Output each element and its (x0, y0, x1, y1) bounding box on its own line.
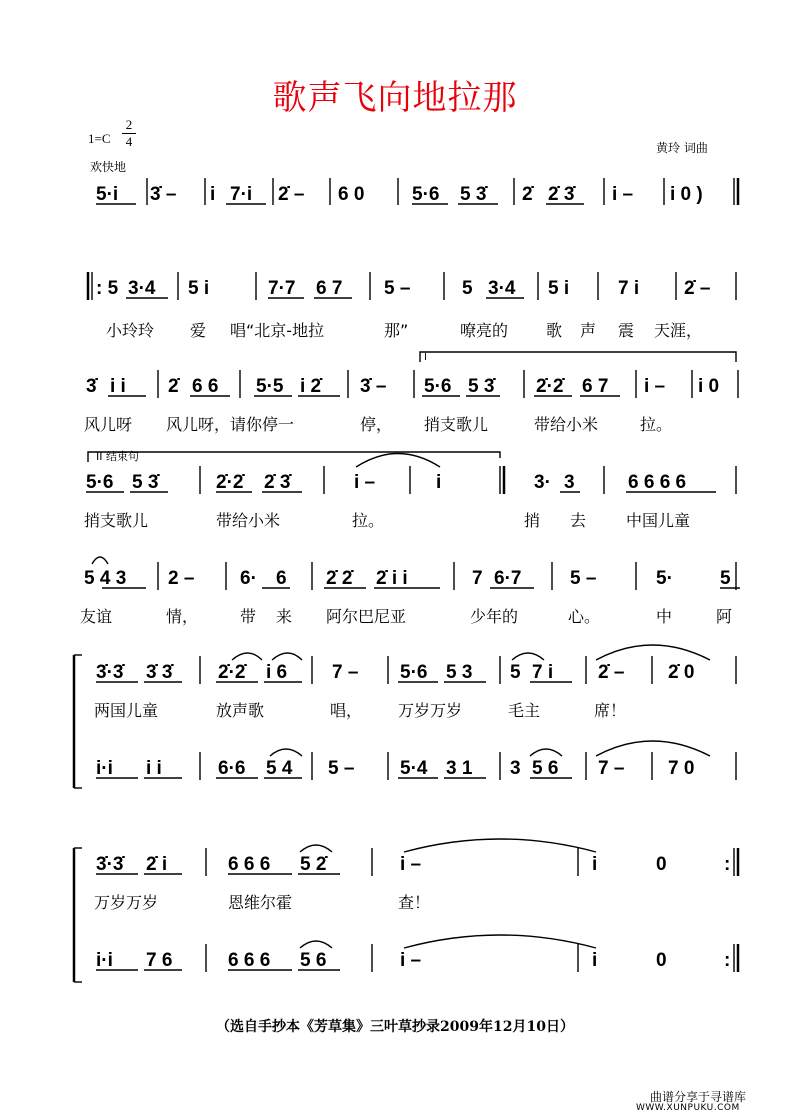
svg-text:5 i: 5 i (548, 278, 570, 299)
svg-text:2̇ –: 2̇ – (598, 662, 625, 683)
svg-text:5 3̇: 5 3̇ (460, 184, 487, 205)
svg-text:7: 7 (472, 568, 483, 589)
svg-text:7 –: 7 – (332, 662, 359, 683)
svg-text:6·7: 6·7 (494, 568, 522, 589)
svg-text:5 –: 5 – (570, 568, 597, 589)
svg-text:5·6: 5·6 (424, 376, 452, 397)
lyric: 友谊 (80, 607, 113, 626)
svg-text:i –: i – (644, 376, 666, 397)
svg-text::: : (724, 854, 731, 875)
svg-text:5 3̇: 5 3̇ (468, 376, 495, 397)
volta-1-label: I (424, 352, 427, 363)
lyric: 拉。 (640, 415, 673, 434)
svg-text:3̇: 3̇ (86, 376, 97, 397)
svg-text:5·5: 5·5 (256, 376, 284, 397)
svg-text:5·4: 5·4 (400, 758, 428, 779)
svg-text:6: 6 (276, 568, 287, 589)
svg-text:2̇·2̇: 2̇·2̇ (216, 472, 244, 493)
svg-text:3·4: 3·4 (488, 278, 516, 299)
lyric: 来 (276, 607, 293, 626)
svg-text:5 6: 5 6 (532, 758, 559, 779)
svg-text:: 5: : 5 (96, 278, 119, 299)
lyric: 爱 (190, 321, 207, 340)
svg-text:7 0: 7 0 (668, 758, 695, 779)
svg-text:2̇ 3̇: 2̇ 3̇ (548, 184, 575, 205)
svg-text:7·7: 7·7 (268, 278, 296, 299)
tempo-marking: 欢快地 (90, 160, 127, 174)
svg-text:3̇ 3̇: 3̇ 3̇ (146, 662, 173, 683)
svg-text:i 0 ): i 0 ) (670, 184, 703, 205)
lyric: 阿尔巴尼亚 (326, 607, 407, 626)
svg-text:7 6: 7 6 (146, 950, 173, 971)
lyric: 捎支歌儿 (424, 415, 489, 434)
svg-text:2̇·2̇: 2̇·2̇ (218, 662, 246, 683)
lyric: 带 (240, 607, 257, 626)
svg-text:5·i: 5·i (96, 184, 119, 205)
lyric: 少年的 (470, 607, 519, 626)
svg-text:5 6: 5 6 (300, 950, 327, 971)
svg-text:2̇ –: 2̇ – (278, 184, 305, 205)
svg-text:5·6: 5·6 (86, 472, 114, 493)
svg-text:i –: i – (400, 854, 422, 875)
lyric: 唱， (330, 701, 363, 720)
page-title: 歌声飞向地拉那 (272, 78, 518, 118)
svg-text:6·: 6· (240, 568, 257, 589)
lyric: 停， (360, 415, 393, 434)
lyric: 唱“北京-地拉 (230, 321, 325, 340)
svg-text:3̇ –: 3̇ – (150, 184, 177, 205)
svg-text:i –: i – (400, 950, 422, 971)
svg-text:5 3: 5 3 (446, 662, 473, 683)
svg-text:5 –: 5 – (328, 758, 355, 779)
svg-text:5: 5 (720, 568, 731, 589)
svg-text:7 i: 7 i (532, 662, 554, 683)
svg-text:5 –: 5 – (384, 278, 411, 299)
svg-text:2̇ 2̇: 2̇ 2̇ (326, 568, 353, 589)
svg-text:i: i (436, 472, 442, 493)
lyric: 带给小米 (216, 511, 281, 530)
lyric: 声 (580, 321, 597, 340)
svg-text:3: 3 (564, 472, 575, 493)
lyric: 毛主 (508, 701, 541, 720)
lyric: 两国儿童 (94, 701, 159, 720)
lyric: 拉。 (352, 511, 385, 530)
svg-text:2̇: 2̇ (168, 376, 179, 397)
svg-text:i 2̇: i 2̇ (300, 376, 322, 397)
svg-text:3̇·3̇: 3̇·3̇ (96, 662, 124, 683)
svg-text:i: i (592, 854, 598, 875)
svg-text:i·i: i·i (96, 950, 113, 971)
svg-text:2̇ i i: 2̇ i i (376, 568, 408, 589)
svg-text:0: 0 (656, 950, 667, 971)
svg-text:5·: 5· (656, 568, 673, 589)
lyric: 心。 (568, 607, 601, 626)
svg-text:i 0: i 0 (698, 376, 720, 397)
watermark-url: WWW.XUNPUKU.COM (636, 1103, 740, 1113)
svg-text:5: 5 (510, 662, 521, 683)
svg-text:3 1: 3 1 (446, 758, 473, 779)
svg-text:3̇·3̇: 3̇·3̇ (96, 854, 124, 875)
lyric: 风儿呀 (84, 415, 133, 434)
composer-credit: 黄玲 词曲 (656, 141, 708, 155)
svg-text:2̇ i: 2̇ i (146, 854, 168, 875)
lyric: 席！ (594, 701, 627, 720)
lyric: 小玲玲 (106, 321, 155, 340)
svg-text:i 6: i 6 (266, 662, 288, 683)
svg-text:i –: i – (612, 184, 634, 205)
lyric: 那” (384, 321, 409, 340)
volta-2-label: II 结束句 (96, 450, 139, 463)
lyric: 查！ (398, 893, 431, 912)
svg-text::: : (724, 950, 731, 971)
svg-text:2 –: 2 – (168, 568, 195, 589)
lyric: 带给小米 (534, 415, 599, 434)
svg-text:7·i: 7·i (230, 184, 253, 205)
svg-text:3·: 3· (534, 472, 551, 493)
svg-text:5 3̇: 5 3̇ (132, 472, 159, 493)
svg-text:6 6 6: 6 6 6 (228, 854, 271, 875)
svg-text:7 –: 7 – (598, 758, 625, 779)
lyric: 嘹亮的 (460, 321, 509, 340)
svg-text:5 i: 5 i (188, 278, 210, 299)
svg-text:i –: i – (354, 472, 376, 493)
svg-text:i i: i i (110, 376, 126, 397)
lyric: 风儿呀，请你停一 (166, 415, 295, 434)
lyric: 万岁万岁 (94, 893, 159, 912)
svg-text:6 7: 6 7 (582, 376, 609, 397)
watermark-text: 曲谱分享于寻谱库 (650, 1090, 747, 1104)
lyric: 阿 (716, 607, 733, 626)
lyric: 震 (618, 321, 635, 340)
lyric: 歌 (546, 321, 563, 340)
svg-text:5 2̇: 5 2̇ (300, 854, 327, 875)
svg-text:5·6: 5·6 (412, 184, 440, 205)
lyric: 情， (166, 607, 199, 626)
svg-text:6 0: 6 0 (338, 184, 365, 205)
lyric: 中 (656, 607, 673, 626)
meter-bottom: 4 (125, 134, 133, 149)
svg-text:i: i (210, 184, 216, 205)
meter-top: 2 (125, 117, 133, 132)
lyric: 放声歌 (216, 701, 265, 720)
svg-text:2̇: 2̇ (522, 184, 533, 205)
svg-text:5: 5 (462, 278, 473, 299)
lyric: 万岁万岁 (398, 701, 463, 720)
lyric: 去 (570, 511, 587, 530)
svg-text:7 i: 7 i (618, 278, 640, 299)
svg-text:6·6: 6·6 (218, 758, 246, 779)
lyric: 捎 (524, 511, 541, 530)
svg-text:i·i: i·i (96, 758, 113, 779)
svg-text:5 4: 5 4 (266, 758, 293, 779)
lyric: 捎支歌儿 (84, 511, 149, 530)
svg-text:6 6 6: 6 6 6 (228, 950, 271, 971)
svg-text:2̇·2̇: 2̇·2̇ (536, 376, 564, 397)
svg-text:6 6 6 6: 6 6 6 6 (628, 472, 687, 493)
svg-text:2̇ –: 2̇ – (684, 278, 711, 299)
svg-text:3: 3 (510, 758, 521, 779)
lyric: 天涯， (654, 321, 703, 340)
svg-text:5·6: 5·6 (400, 662, 428, 683)
svg-text:3·4: 3·4 (128, 278, 156, 299)
svg-text:2̇ 0: 2̇ 0 (668, 662, 695, 683)
svg-text:i i: i i (146, 758, 162, 779)
svg-text:i: i (592, 950, 598, 971)
lyric: 中国儿童 (626, 511, 691, 530)
lyric: 恩维尔霍 (228, 893, 293, 912)
svg-text:3̇ –: 3̇ – (360, 376, 387, 397)
svg-text:0: 0 (656, 854, 667, 875)
svg-text:5 4 3: 5 4 3 (84, 568, 127, 589)
svg-text:2̇ 3̇: 2̇ 3̇ (264, 472, 291, 493)
svg-text:6 6: 6 6 (192, 376, 219, 397)
source-note: （选自手抄本《芳草集》三叶草抄录2009年12月10日） (216, 1019, 574, 1035)
key-signature: 1=C (88, 131, 111, 146)
svg-text:6 7: 6 7 (316, 278, 343, 299)
